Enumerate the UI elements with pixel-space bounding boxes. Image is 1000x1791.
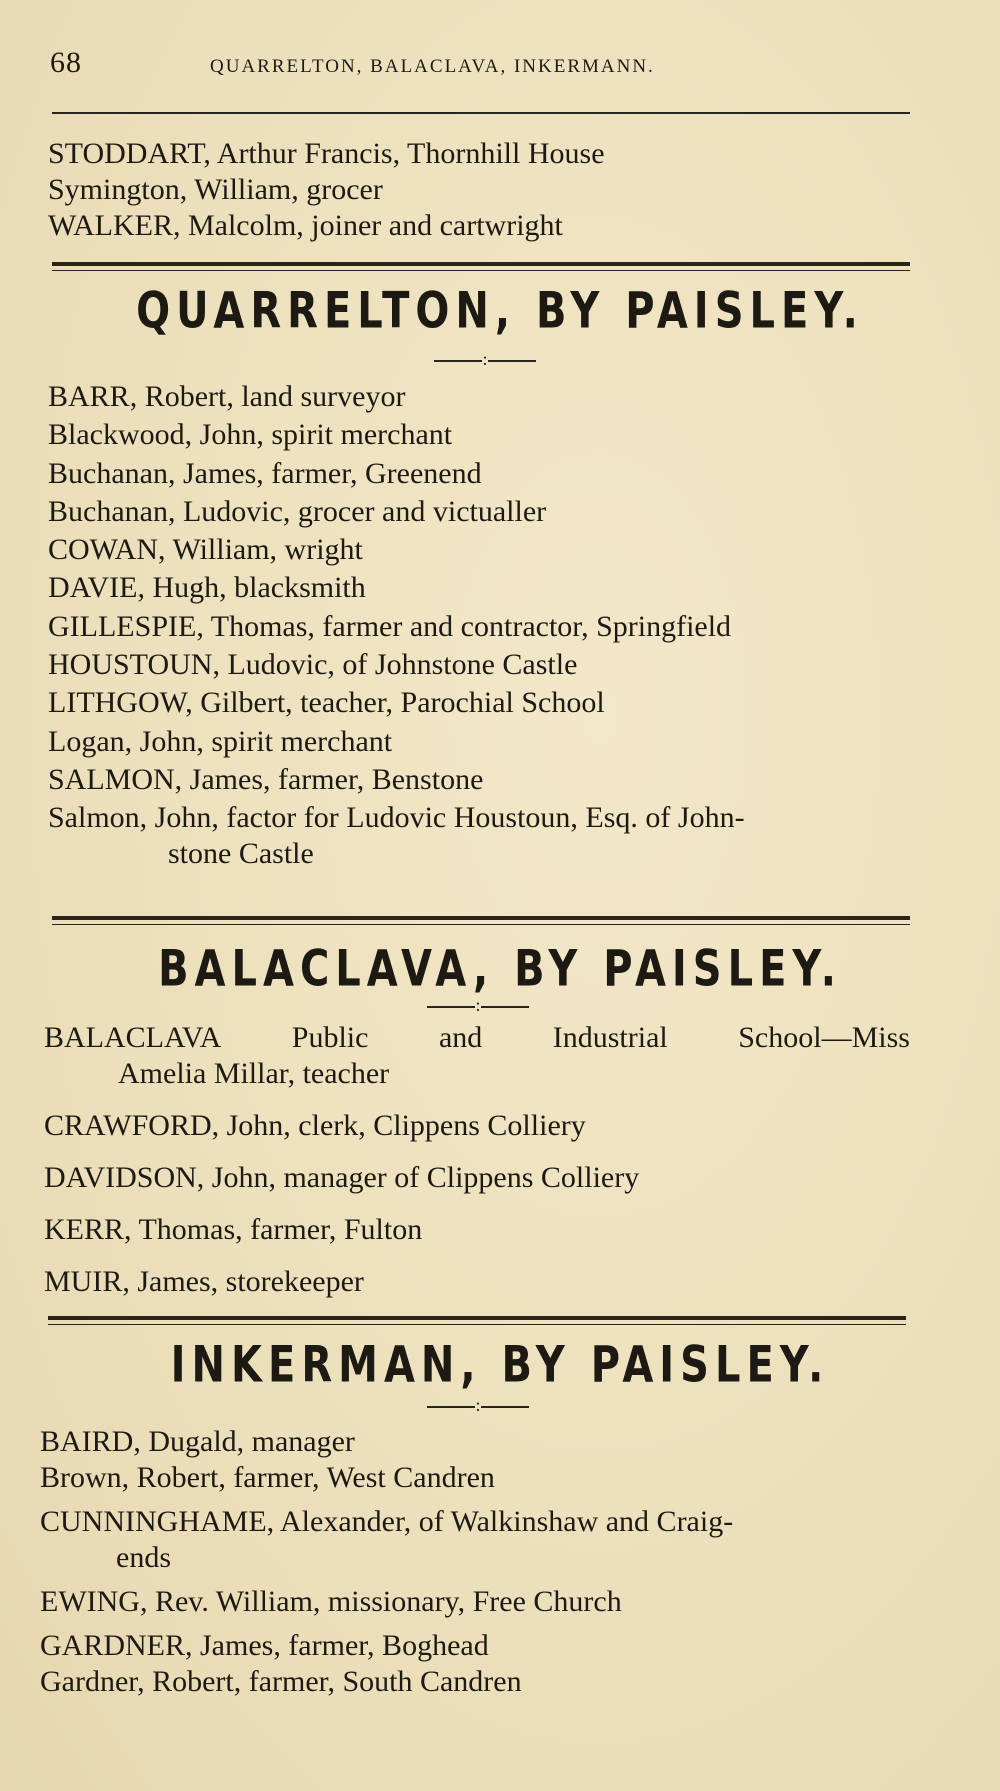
entry-word: and	[438, 1021, 483, 1054]
directory-entry: STODDART, Arthur Francis, Thornhill House	[48, 137, 605, 170]
directory-entry: GILLESPIE, Thomas, farmer and contractor, Springfield	[48, 609, 732, 643]
directory-entry: GARDNER, James, farmer, Boghead	[40, 1629, 489, 1662]
header-rule	[52, 112, 910, 114]
section-heading-inkerman: INKERMAN, BY PAISLEY.	[170, 1336, 830, 1394]
directory-entry: Blackwood, John, spirit merchant	[48, 418, 453, 452]
directory-entry: COWAN, William, wright	[48, 533, 363, 567]
entry-word: School—Miss	[738, 1021, 910, 1054]
directory-entry: Brown, Robert, farmer, West Candren	[40, 1461, 495, 1494]
directory-entry: SALMON, James, farmer, Benstone	[48, 762, 484, 796]
entry-word: Public	[291, 1021, 369, 1054]
entry-word: Industrial	[552, 1021, 668, 1054]
directory-entry-continuation: ends	[116, 1541, 171, 1574]
directory-entry-continuation: stone Castle	[168, 836, 314, 870]
inkerman-entries	[40, 1424, 910, 1700]
directory-entry: EWING, Rev. William, missionary, Free Church	[40, 1585, 622, 1618]
directory-entry: KERR, Thomas, farmer, Fulton	[44, 1213, 423, 1246]
page-header	[50, 46, 920, 86]
section-divider: :	[425, 350, 545, 368]
entry-word: BALACLAVA	[44, 1021, 222, 1054]
directory-entry: MUIR, James, storekeeper	[44, 1265, 364, 1298]
directory-entry: Salmon, John, factor for Ludovic Houstoun, Esq. of John-	[48, 801, 745, 835]
directory-entry: CUNNINGHAME, Alexander, of Walkinshaw and Craig-	[40, 1505, 734, 1538]
directory-entry: Logan, John, spirit merchant	[48, 724, 393, 758]
section-divider: :	[418, 1396, 538, 1414]
directory-entry: WALKER, Malcolm, joiner and cartwright	[48, 209, 563, 242]
directory-entry: BARR, Robert, land surveyor	[48, 380, 406, 413]
directory-entry: Gardner, Robert, farmer, South Candren	[40, 1665, 522, 1698]
directory-entry: BAIRD, Dugald, manager	[40, 1425, 355, 1458]
section-heading-quarrelton: QUARRELTON, BY PAISLEY.	[136, 282, 864, 340]
directory-entry: DAVIDSON, John, manager of Clippens Colliery	[44, 1161, 640, 1194]
section-rule	[52, 262, 910, 271]
directory-entry: CRAWFORD, John, clerk, Clippens Colliery	[44, 1109, 586, 1142]
section-rule	[48, 1316, 906, 1325]
section-heading-balaclava: BALACLAVA, BY PAISLEY.	[158, 940, 842, 998]
section-rule	[52, 916, 910, 925]
balaclava-entries	[44, 1020, 910, 1300]
directory-entry: Symington, William, grocer	[48, 173, 383, 206]
directory-entry: HOUSTOUN, Ludovic, of Johnstone Castle	[48, 648, 578, 682]
directory-entry	[44, 1020, 910, 1056]
section-divider: :	[418, 996, 538, 1014]
directory-entry: Buchanan, James, farmer, Greenend	[48, 456, 482, 490]
page-number: 68	[50, 46, 82, 79]
directory-entry: LITHGOW, Gilbert, teacher, Parochial School	[48, 686, 605, 720]
running-head: QUARRELTON, BALACLAVA, INKERMANN.	[210, 56, 655, 77]
quarrelton-entries	[48, 378, 918, 873]
directory-entry: Buchanan, Ludovic, grocer and victualler	[48, 494, 547, 528]
previous-section-entries	[48, 136, 918, 244]
directory-entry: DAVIE, Hugh, blacksmith	[48, 571, 366, 605]
directory-entry-continuation: Amelia Millar, teacher	[118, 1057, 390, 1090]
